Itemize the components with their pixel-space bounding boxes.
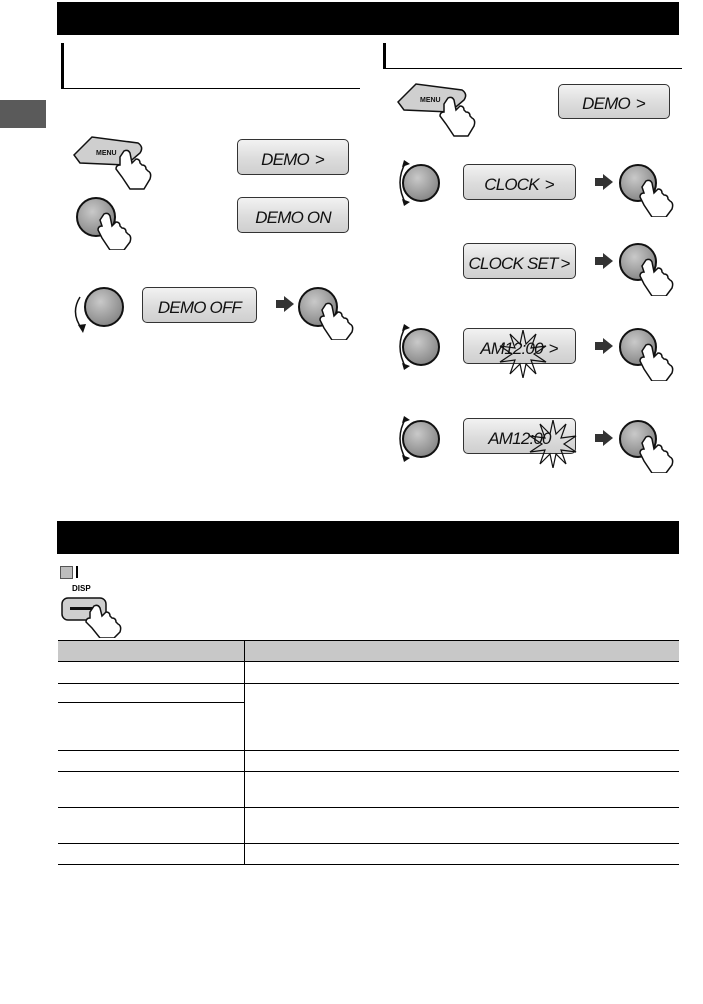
control-knob-icon bbox=[402, 420, 440, 458]
table-cell bbox=[245, 662, 680, 684]
step-arrow-icon bbox=[603, 174, 613, 190]
step-arrow-icon bbox=[603, 253, 613, 269]
section-header-bar-bottom bbox=[57, 521, 679, 554]
blink-burst-icon bbox=[498, 330, 548, 378]
pressing-hand-icon bbox=[638, 433, 676, 473]
disp-button-icon bbox=[60, 592, 130, 638]
subsection-marker-icon bbox=[60, 566, 73, 579]
lcd-next-arrow: > bbox=[548, 339, 559, 358]
section-header-bar-top bbox=[57, 2, 679, 35]
pressing-hand-icon bbox=[638, 256, 676, 296]
display-info-table bbox=[58, 640, 679, 865]
lcd-next-arrow: > bbox=[314, 150, 325, 169]
subsection-divider bbox=[76, 566, 78, 578]
lcd-display-demo-left bbox=[237, 139, 349, 175]
lcd-time-digits: 12:00 bbox=[512, 429, 551, 448]
table-cell bbox=[58, 662, 245, 684]
blink-burst-icon bbox=[528, 420, 578, 468]
table-header-row bbox=[58, 641, 679, 662]
table-cell bbox=[245, 751, 680, 772]
lcd-display-clock bbox=[463, 164, 576, 200]
right-subheader bbox=[383, 43, 682, 69]
disp-button-label: DISP bbox=[72, 584, 91, 593]
table-cell bbox=[58, 844, 245, 865]
step-arrow-icon bbox=[603, 338, 613, 354]
menu-button-icon bbox=[394, 80, 484, 138]
lcd-text: DEMO bbox=[582, 94, 630, 113]
step-arrow-icon bbox=[284, 296, 294, 312]
lcd-display-demo-off bbox=[142, 287, 257, 323]
table-row bbox=[58, 844, 679, 865]
lcd-text: CLOCK SET bbox=[468, 254, 558, 273]
pressing-hand-icon bbox=[318, 300, 356, 340]
table-row bbox=[58, 772, 679, 808]
lcd-display-demo-right bbox=[558, 84, 670, 119]
step-arrow-icon bbox=[603, 430, 613, 446]
left-subheader bbox=[61, 43, 360, 89]
control-knob-icon bbox=[402, 328, 440, 366]
menu-label: MENU bbox=[420, 97, 441, 104]
lcd-next-arrow: > bbox=[635, 94, 646, 113]
pressing-hand-icon bbox=[638, 177, 676, 217]
lcd-time-digits: 12:00 bbox=[504, 339, 543, 358]
lcd-am-label: AM bbox=[488, 429, 513, 448]
table-cell bbox=[245, 808, 680, 844]
control-knob-icon bbox=[402, 164, 440, 202]
lcd-next-arrow: > bbox=[560, 254, 571, 273]
table-row bbox=[58, 751, 679, 772]
table-cell bbox=[58, 703, 245, 751]
pressing-hand-icon bbox=[96, 210, 134, 250]
table-cell bbox=[58, 684, 245, 703]
lcd-display-demo-on bbox=[237, 197, 349, 233]
table-header-cell bbox=[58, 641, 245, 662]
table-cell bbox=[58, 772, 245, 808]
table-header-cell bbox=[245, 641, 680, 662]
table-cell bbox=[245, 684, 680, 751]
lcd-display-clock-set bbox=[463, 243, 576, 279]
pressing-hand-icon bbox=[638, 341, 676, 381]
table-cell bbox=[58, 808, 245, 844]
lcd-text: DEMO OFF bbox=[157, 298, 242, 317]
table-row bbox=[58, 684, 679, 703]
table-cell bbox=[245, 844, 680, 865]
lcd-am-label: AM bbox=[480, 339, 505, 358]
lcd-text: DEMO ON bbox=[255, 208, 331, 227]
lcd-text: CLOCK bbox=[484, 175, 539, 194]
lcd-text: DEMO bbox=[261, 150, 309, 169]
menu-button-icon bbox=[70, 133, 160, 191]
control-knob-icon bbox=[84, 287, 124, 327]
table-row bbox=[58, 662, 679, 684]
lcd-next-arrow: > bbox=[544, 175, 555, 194]
side-tab bbox=[0, 100, 46, 128]
table-cell bbox=[245, 772, 680, 808]
menu-label: MENU bbox=[96, 150, 117, 157]
table-cell bbox=[58, 751, 245, 772]
table-row bbox=[58, 808, 679, 844]
